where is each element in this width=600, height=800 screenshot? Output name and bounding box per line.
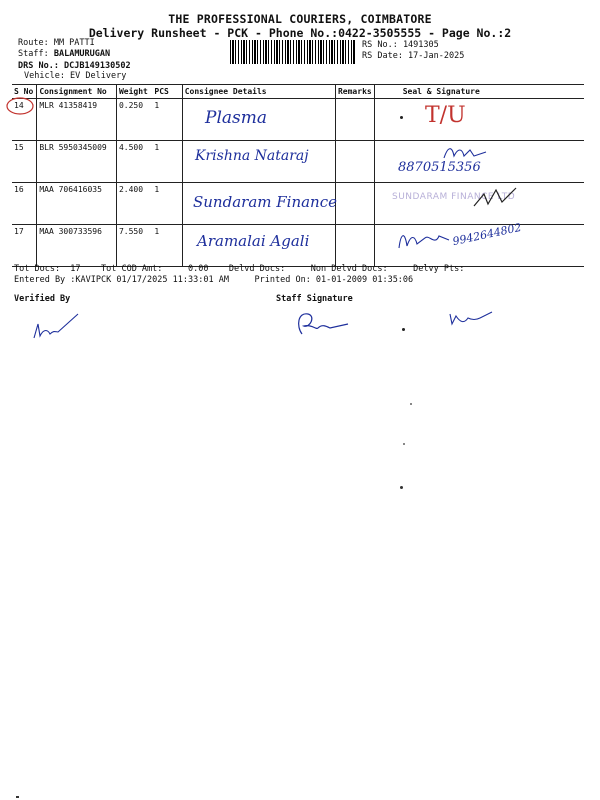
col-sno: S No xyxy=(12,84,37,99)
col-weight: Weight xyxy=(116,84,152,99)
table-header-row xyxy=(12,84,584,99)
consignee-handwriting: Plasma xyxy=(205,108,267,128)
consignee-handwriting: Sundaram Finance xyxy=(193,193,337,211)
company-title: THE PROFESSIONAL COURIERS, COIMBATORE xyxy=(168,12,432,26)
entered-by-line: Entered By :KAVIPCK 01/17/2025 11:33:01 AM Printed On: 01-01-2009 01:35:06 xyxy=(14,275,414,285)
staff-signature-icon xyxy=(292,306,352,338)
cell-remarks xyxy=(335,99,374,141)
speck-mark xyxy=(403,443,405,445)
col-consignee: Consignee Details xyxy=(182,84,335,99)
verifier-signature-icon xyxy=(30,310,82,342)
ink-dot-icon xyxy=(402,328,405,331)
rs-date: RS Date: 17-Jan-2025 xyxy=(362,51,465,61)
vehicle-label: Vehicle: EV Delivery xyxy=(24,71,127,81)
speck-mark xyxy=(410,403,412,405)
table-row xyxy=(12,99,584,141)
seal-handwriting: 9942644802 xyxy=(451,220,523,249)
company-stamp: SUNDARAM FINANCE LTD xyxy=(392,192,516,202)
col-seal: Seal & Signature xyxy=(374,84,584,99)
totals-line: Tot Docs: 17 Tot COD Amt: 0.00 Delvd Docs: Non Delvd Docs: Delvy Pts: xyxy=(14,264,465,274)
cell-sno: 17 xyxy=(12,225,37,267)
consignee-handwriting: Aramalai Agali xyxy=(197,232,310,250)
consignee-handwriting: Krishna Nataraj xyxy=(195,148,309,164)
cell-consignment: MAA 706416035 xyxy=(37,183,117,225)
speck-mark xyxy=(400,486,403,489)
speck-mark xyxy=(16,796,19,798)
signature-icon xyxy=(470,184,520,210)
cell-consignment: BLR 5950345009 xyxy=(37,141,117,183)
col-pcs: PCS xyxy=(152,84,182,99)
cell-pcs: 1 xyxy=(152,141,182,183)
ink-dot-icon xyxy=(400,116,403,119)
cell-consignment: MLR 41358419 xyxy=(37,99,117,141)
verified-by-label: Verified By xyxy=(14,294,71,304)
seal-handwriting: 8870515356 xyxy=(398,160,481,175)
cell-remarks xyxy=(335,141,374,183)
cell-sno: 15 xyxy=(12,141,37,183)
cell-seal xyxy=(374,99,584,141)
route-label: Route: MM PATTI xyxy=(18,38,95,48)
staff-initials-icon xyxy=(446,308,496,328)
barcode-icon xyxy=(230,40,355,64)
cell-remarks xyxy=(335,183,374,225)
cell-weight: 2.400 xyxy=(116,183,152,225)
staff-signature-label: Staff Signature xyxy=(276,294,353,304)
seal-handwriting: T/U xyxy=(425,103,466,128)
cell-sno: 16 xyxy=(12,183,37,225)
drs-number: DRS No.: DCJB149130502 xyxy=(18,61,131,71)
cell-pcs: 1 xyxy=(152,99,182,141)
cell-sno: 14 xyxy=(12,99,37,141)
cell-weight: 4.500 xyxy=(116,141,152,183)
staff-line xyxy=(18,49,110,59)
rs-number: RS No.: 1491305 xyxy=(362,40,439,50)
cell-consignment: MAA 300733596 xyxy=(37,225,117,267)
col-consignment: Consignment No xyxy=(37,84,117,99)
runsheet-title: Delivery Runsheet - PCK - Phone No.:0422-3505555 - Page No.:2 xyxy=(88,26,512,40)
cell-weight: 0.250 xyxy=(116,99,152,141)
signature-icon xyxy=(395,224,455,254)
cell-pcs: 1 xyxy=(152,183,182,225)
cell-weight: 7.550 xyxy=(116,225,152,267)
staff-value: BALAMURUGAN xyxy=(53,49,111,59)
cell-remarks xyxy=(335,225,374,267)
staff-label: Staff: xyxy=(18,49,49,59)
col-remarks: Remarks xyxy=(335,84,374,99)
circle-mark-icon xyxy=(4,95,36,117)
cell-pcs: 1 xyxy=(152,225,182,267)
